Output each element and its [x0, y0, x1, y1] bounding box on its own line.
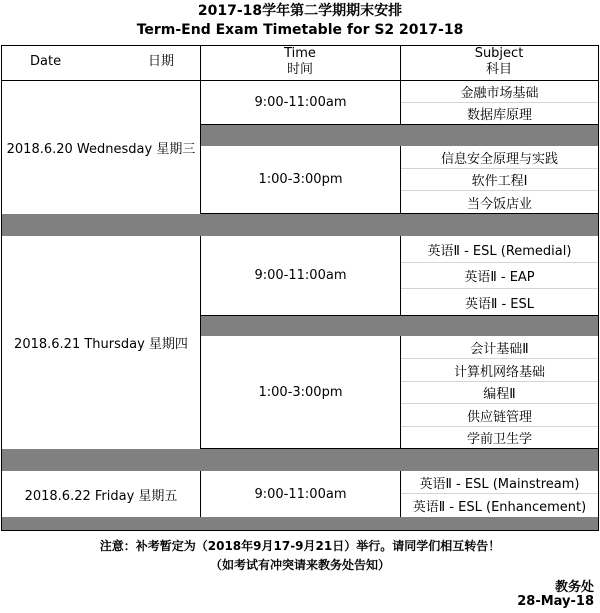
date-cell-wed: 2018.6.20 Wednesday 星期三 [6, 142, 196, 157]
title-chinese: 2017-18学年第二学期期末安排 [197, 3, 403, 19]
subject-cell: 学前卫生学 [401, 427, 598, 449]
header-subject [400, 46, 598, 78]
subject-cell: 软件工程Ⅰ [401, 169, 598, 191]
subject-cell: 英语Ⅱ - ESL (Mainstream) [401, 471, 598, 494]
separator-gap [201, 316, 598, 336]
time-cell: 9:00-11:00am [201, 81, 400, 125]
subject-cell: 会计基础Ⅱ [401, 336, 598, 359]
signature-office: 教务处 [554, 580, 594, 595]
day-separator [2, 449, 598, 471]
note-makeup-exam: 注意：补考暂定为（2018年9月17-9月21日）举行。请同学们相互转告！ [99, 539, 501, 553]
separator-gap [201, 125, 598, 146]
subject-cell: 数据库原理 [401, 103, 598, 125]
subject-cell: 英语Ⅱ - ESL (Enhancement) [412, 500, 587, 515]
header-date-en: Date [30, 54, 62, 69]
header-time [201, 46, 399, 78]
time-cell: 1:00-3:00pm [201, 336, 400, 449]
title-english: Term-End Exam Timetable for S2 2017-18 [136, 22, 464, 38]
subject-cell: 英语Ⅱ - EAP [401, 263, 598, 289]
subject-cell: 英语Ⅱ - ESL (Remedial) [401, 236, 598, 263]
day-separator [2, 214, 598, 236]
subject-cell: 金融市场基础 [401, 81, 598, 103]
signature-date: 28-May-18 [517, 594, 594, 609]
col-divider-time-fri [400, 471, 401, 517]
col-divider-date-fri [200, 471, 201, 517]
time-cell: 9:00-11:00am [201, 236, 400, 316]
bottom-separator [2, 517, 598, 530]
header-time-cn: 时间 [286, 62, 313, 77]
header-subject-en: Subject [474, 46, 524, 61]
timetable [1, 45, 599, 531]
time-cell: 9:00-11:00am [254, 486, 347, 502]
time-cell: 1:00-3:00pm [201, 146, 400, 214]
header-date-cn: 日期 [148, 54, 175, 69]
date-cell-thu: 2018.6.21 Thursday 星期四 [14, 337, 188, 352]
note-conflict: （如考试有冲突请来教务处告知） [209, 558, 390, 572]
subject-cell: 英语Ⅱ - ESL [401, 289, 598, 316]
date-cell-fri: 2018.6.22 Friday 星期五 [24, 488, 178, 504]
subject-cell: 计算机网络基础 [401, 359, 598, 382]
header-time-en: Time [284, 46, 316, 61]
subject-cell: 当今饭店业 [401, 191, 598, 214]
header-subject-cn: 科目 [485, 62, 512, 77]
header-date [30, 54, 61, 70]
subject-cell: 信息安全原理与实践 [401, 146, 598, 169]
subject-cell: 供应链管理 [401, 404, 598, 427]
subject-cell: 编程Ⅱ [401, 382, 598, 404]
